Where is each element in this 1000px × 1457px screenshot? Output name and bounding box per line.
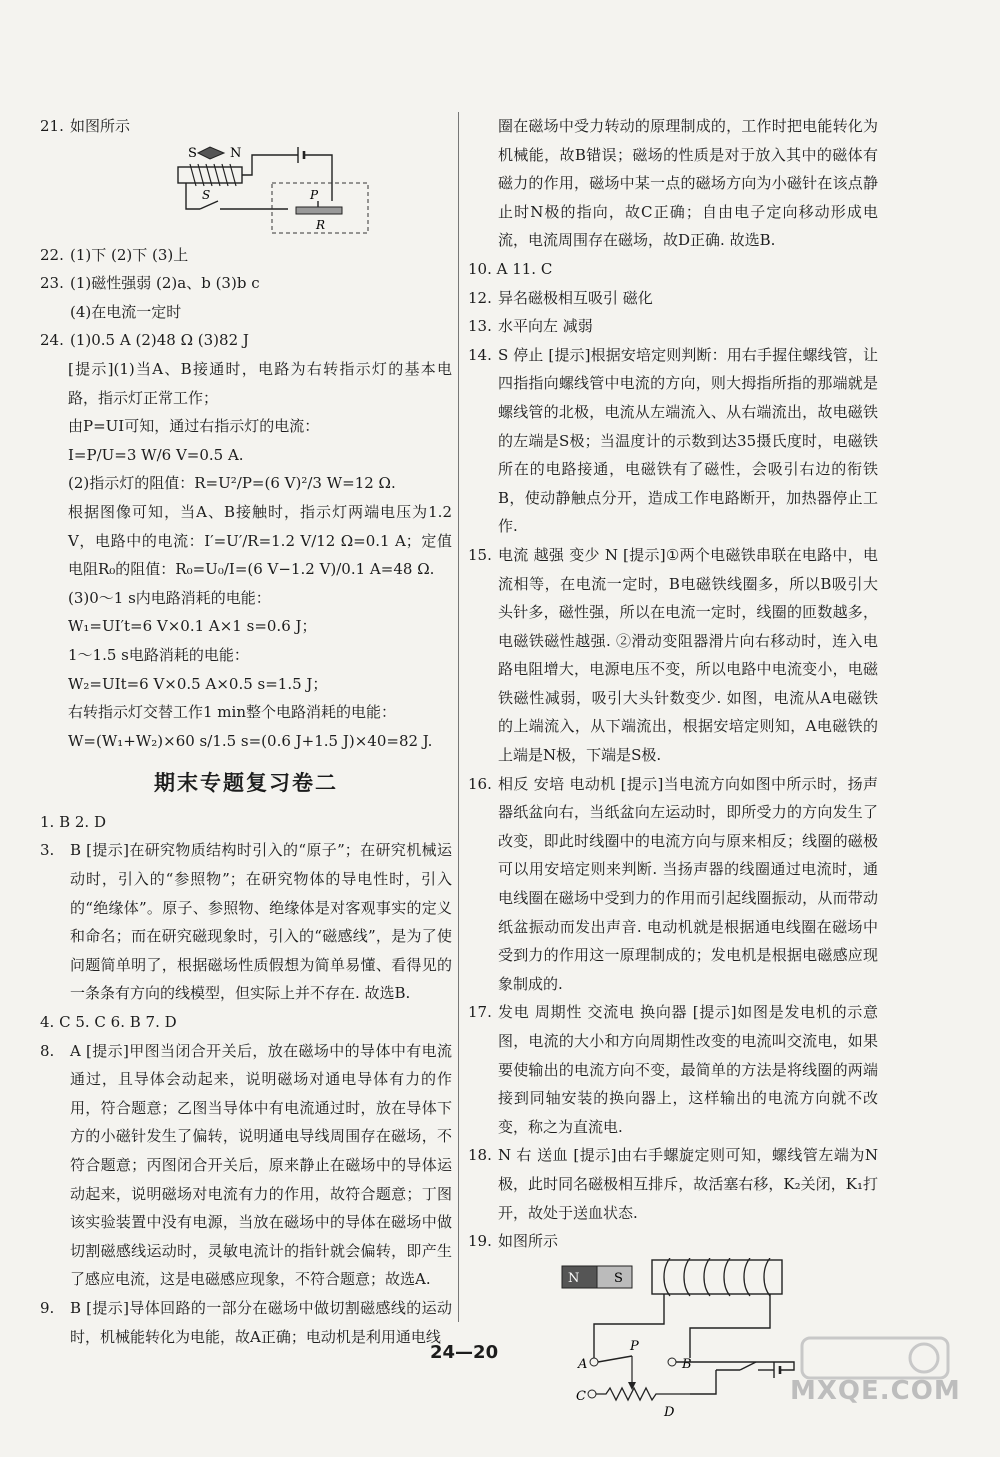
- answer-4-7: 4. C 5. C 6. B 7. D: [40, 1013, 177, 1032]
- solenoid-circuit-figure: [40, 143, 400, 235]
- answer-24: [40, 326, 452, 355]
- left-column: [40, 112, 452, 1351]
- answer-21: [40, 112, 452, 141]
- resistor-label: R: [316, 217, 326, 232]
- answer-23: [40, 269, 452, 298]
- answer-text: A [提示]甲图当闭合开关后，放在磁场中的导体中有电流通过，且导体会动起来，说明磁场对通电导体有力的作用，符合题意；乙图当导体中有电流通过时，放在导体下方的小磁针发生了偏转，说明通电导线周围存在磁场，不符合题意；丙图闭合开关后，原来静止在磁场中的导体运动起来，说明磁场对电流有力的作用，故符合题意；丁图该实验装置中没有电源，当放在磁场中的导体在磁场中做切割磁感线运动时，灵敏电流计的指针就会偏转，即产生了感应电流，这是电磁感应现象，不符合题意；故选A.: [70, 1041, 452, 1289]
- hint-line: 根据图像可知，当A、B接触时，指示灯两端电压为1.2 V，电路中的电流：I′=U′/R=1.2 V/12 Ω=0.1 A；定值电阻R₀的阻值：R₀=U₀/I=(6 V−1.2 V)/0.1 A=48 Ω.: [68, 502, 452, 579]
- label-N: N: [230, 145, 242, 161]
- question-number: 24.: [40, 331, 64, 350]
- answer-text: 如图所示: [498, 1232, 559, 1251]
- answer-10-11: 10. A 11. C: [468, 259, 553, 278]
- answer-text: (1)磁性强弱 (2)a、b (3)b c: [70, 274, 260, 293]
- coil-icon: [664, 1258, 770, 1296]
- answer-text: (1)0.5 A (2)48 Ω (3)82 J: [70, 331, 249, 350]
- answer-13: [468, 312, 878, 341]
- question-number: 8.: [40, 1041, 55, 1060]
- question-number: 17.: [468, 1003, 492, 1022]
- hint-line: 由P=UI可知，通过右指示灯的电流：: [68, 417, 320, 436]
- question-number: 3.: [40, 841, 55, 860]
- selector-switch-icon: [598, 1356, 632, 1362]
- rheostat-icon: [296, 207, 342, 214]
- answer-text: N 右 送血 [提示]由右手螺旋定则可知，螺线管左端为N极，此时同名磁极相互排斥，故活塞右移，K₂关闭，K₁打开，故处于送血状态.: [498, 1146, 878, 1222]
- answer-3: [40, 836, 452, 1008]
- answer-text: B [提示]在研究物质结构时引入的“原子”；在研究机械运动时，引入的“参照物”；在研究物体的导电性时，引入的“绝缘体”。原子、参照物、绝缘体是对客观事实的定义和命名；而在研究磁现象时，引入的“磁感线”，是为了使问题简单明了，根据磁场性质假想为简单易懂、看得见的一条条有方向的线模型，但实际上并不存在. 故选B.: [70, 841, 452, 1003]
- answer-14: [468, 341, 878, 541]
- question-number: 9.: [40, 1298, 55, 1317]
- switch-icon: [200, 201, 218, 209]
- answer-text: S 停止 [提示]根据安培定则判断：用右手握住螺线管，让四指指向螺线管中电流的方向，则大拇指所指的那端就是螺线管的北极，电流从左端流入、从右端流出，故电磁铁的左端是S极；当温度计的示数到达35摄氏度时，电磁铁所在的电路接通，电磁铁有了磁性，会吸引右边的衔铁B，使动静触点分开，造成工作电路断开，加热器停止工作.: [498, 345, 878, 536]
- answer-text: 发电 周期性 交流电 换向器 [提示]如图是发电机的示意图，电流的大小和方向周期性改变的电流叫交流电，如果要使输出的电流方向不变，最简单的方法是将线圈的两端接到同轴安装的换向器上，这样输出的电流方向就不改变，称之为直流电.: [498, 1003, 878, 1136]
- formula-line: W₁=UI′t=6 V×0.1 A×1 s=0.6 J；: [68, 617, 317, 636]
- formula-line: I=P/U=3 W/6 V=0.5 A.: [68, 445, 244, 464]
- label-A: A: [578, 1356, 588, 1372]
- answer-15: [468, 541, 878, 770]
- answer-text: (1)下 (2)下 (3)上: [70, 245, 189, 264]
- answer-17: [468, 998, 878, 1141]
- slider-label: P: [310, 187, 319, 202]
- answer-text: B [提示]导体回路的一部分在磁场中做切割磁感线的运动时，机械能转化为电能，故A正确；电动机是利用通电线: [70, 1298, 452, 1346]
- answer-9-continued: 圈在磁场中受力转动的原理制成的，工作时把电能转化为机械能，故B错误；磁场的性质是对于放入其中的磁体有磁力的作用，磁场中某一点的磁场方向为小磁针在该点静止时N极的指向，故C正确；自由电子定向移动形成电流，电流周围存在磁场，故D正确. 故选B.: [498, 117, 878, 250]
- answer-23-continued: (4)在电流一定时: [70, 302, 182, 321]
- electromagnet-core: [652, 1260, 782, 1294]
- column-divider: [458, 112, 459, 1322]
- answer-12: [468, 284, 878, 313]
- label-S: S: [188, 145, 197, 161]
- switch-icon: [740, 1362, 756, 1370]
- right-column: [468, 112, 878, 1424]
- hint-line: 右转指示灯交替工作1 min整个电路消耗的电能：: [68, 703, 396, 722]
- terminal-C: [588, 1390, 596, 1398]
- question-number: 18.: [468, 1146, 492, 1165]
- label-C: C: [576, 1388, 586, 1404]
- question-number: 15.: [468, 545, 492, 564]
- answer-8: [40, 1037, 452, 1294]
- magnet-south-label: S: [614, 1270, 623, 1286]
- compass-needle-icon: [198, 147, 224, 159]
- answer-18: [468, 1141, 878, 1227]
- answer-text: 电流 越强 变少 N [提示]①两个电磁铁串联在电路中，电流相等，在电流一定时，B电磁铁线圈多，所以B吸引大头针多，磁性强，所以在电流一定时，线圈的匝数越多，电磁铁磁性越强. ②滑动变阻器滑片向右移动时，连入电路电阻增大，电源电压不变，所以电路中电流变小，电磁铁磁性减弱，吸引大头针数变少. 如图，电流从A电磁铁的上端流入，从下端流出，根据安培定则知，A电磁铁的上端是N极，下端是S极.: [498, 545, 878, 765]
- question-number: 22.: [40, 245, 64, 264]
- label-B: B: [682, 1356, 692, 1372]
- switch-label: S: [202, 187, 211, 202]
- formula-line: W₂=UIt=6 V×0.5 A×0.5 s=1.5 J；: [68, 674, 328, 693]
- answer-text: 水平向左 减弱: [498, 317, 593, 336]
- question-number: 21.: [40, 117, 64, 135]
- terminal-B: [668, 1358, 676, 1366]
- section-title: 期末专题复习卷二: [154, 771, 338, 796]
- answer-text: 相反 安培 电动机 [提示]当电流方向如图中所示时，扬声器纸盆向右，当纸盆向左运动时，即所受力的方向发生了改变，即此时线圈中的电流方向与原来相反；线圈的磁极可以用安培定则来判断. 当扬声器的线圈通过电流时，通电线圈在磁场中受到力的作用而引起线圈振动，从而带动纸盆振动而发出声音. 电动机就是根据通电线圈在磁场中受到力的作用这一原理制成的；发电机是根据电磁感应现象制成的.: [498, 774, 878, 993]
- question-number: 12.: [468, 288, 492, 307]
- watermark-logo: [800, 1336, 950, 1380]
- hint-line: 1～1.5 s电路消耗的电能：: [68, 645, 249, 664]
- answer-text: 如图所示: [70, 117, 131, 135]
- question-number: 13.: [468, 317, 492, 336]
- answer-22: [40, 241, 452, 270]
- formula-line: (2)指示灯的阻值：R=U²/P=(6 V)²/3 W=12 Ω.: [68, 474, 396, 493]
- rheostat-icon: [596, 1388, 690, 1400]
- question-number: 23.: [40, 274, 64, 293]
- page-number: 24—20: [430, 1342, 499, 1363]
- magnet-north-label: N: [568, 1270, 580, 1286]
- answer-16: [468, 770, 878, 999]
- question-number: 14.: [468, 345, 492, 364]
- question-number: 16.: [468, 774, 492, 793]
- label-P: P: [630, 1338, 639, 1354]
- formula-line: W=(W₁+W₂)×60 s/1.5 s=(0.6 J+1.5 J)×40=82 J.: [68, 731, 433, 750]
- question-number: 19.: [468, 1232, 492, 1251]
- label-D: D: [664, 1404, 675, 1418]
- answer-1-2: 1. B 2. D: [40, 812, 106, 831]
- answer-19: [468, 1227, 878, 1256]
- answer-9: [40, 1294, 452, 1351]
- hint-line: [提示](1)当A、B接通时，电路为右转指示灯的基本电路，指示灯正常工作；: [68, 359, 452, 407]
- hint-line: (3)0～1 s内电路消耗的电能：: [68, 588, 271, 607]
- answer-text: 异名磁极相互吸引 磁化: [498, 288, 653, 307]
- terminal-A: [590, 1358, 598, 1366]
- watermark-text: MXQE.COM: [790, 1376, 961, 1406]
